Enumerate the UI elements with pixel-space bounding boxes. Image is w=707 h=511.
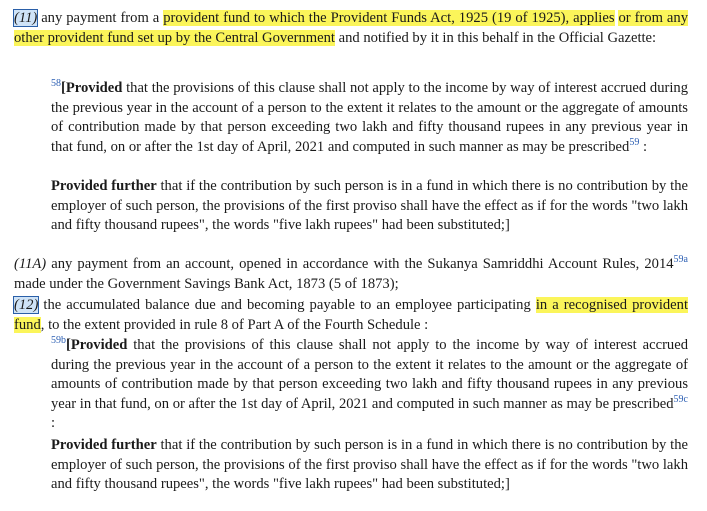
clause-11a-body: any payment from an account, opened in accordance with the Sukanya Samriddhi Account Rules, 2014: [46, 256, 674, 272]
clause-11-highlight-1: provident fund to which the Provident Funds Act, 1925 (19 of 1925), applies: [163, 10, 615, 26]
clause-11a-number: (11A): [14, 256, 47, 272]
proviso-lead: [Provided: [61, 80, 123, 96]
proviso-lead: [Provided: [66, 337, 128, 353]
clause-12: [14, 296, 688, 335]
footnote-ref-59a[interactable]: 59a: [673, 254, 688, 266]
clause-11a-text: [14, 255, 688, 294]
clause-11a: [14, 255, 688, 294]
clause-11-pre: any payment from a: [41, 10, 164, 26]
clause-12-pre: the accumulated balance due and becoming payable to an employee participating: [38, 297, 536, 313]
proviso-body: that the provisions of this clause shall not apply to the income by way of interest accrued during the previous year in the account of a person to the extent it relates to the amount or the aggregate of amounts of contribution made by that person exceeding two lakh and fifty thousand rupees in any previous year in that fund, on or after the 1st day of April, 2021 and computed in such manner as may be prescribed: [51, 80, 688, 155]
clause-12-highlight-1: in a recognised provident fund: [14, 297, 688, 333]
clause-11-highlight-2: or from any other provident fund set up by the Central Government: [14, 10, 688, 46]
footnote-ref-59b[interactable]: 59b: [51, 335, 66, 347]
footnote-ref-59[interactable]: 59: [629, 136, 640, 148]
proviso-further-body: that if the contribution by such person is in a fund in which there is no contribution by the employer of such person, the provisions of the first proviso shall have the effect as if for the words "two lakh and fifty thousand rupees", the words "five lakh rupees" had been substituted;]: [51, 178, 688, 233]
clause-12-proviso-1: [51, 336, 688, 434]
clause-11: [14, 9, 688, 48]
clause-12-post: , to the extent provided in rule 8 of Part A of the Fourth Schedule :: [40, 316, 429, 333]
proviso-further-lead: Provided further: [51, 437, 157, 453]
clause-11-proviso-1: [51, 79, 688, 157]
clause-11-proviso-1-text: [51, 79, 688, 157]
clause-12-proviso-2: [51, 436, 688, 495]
proviso-body: that the provisions of this clause shall not apply to the income by way of interest accrued during the previous year in the account of a person to the extent it relates to the amount or the aggregate of amounts of contribution made by that person exceeding two lakh and fifty thousand rupees in any previous year in that fund, on or after the 1st day of April, 2021 and computed in such manner as may be prescribed: [51, 337, 688, 412]
clause-11-number: (11): [14, 10, 38, 26]
clause-11-proviso-2: [51, 177, 688, 236]
proviso-further-body: that if the contribution by such person is in a fund in which there is no contribution by the employer of such person, the provisions of the first proviso shall have the effect as if for the words "two lakh and fifty thousand rupees", the words "five lakh rupees" had been substituted;]: [51, 437, 688, 492]
proviso-end: :: [51, 415, 56, 431]
clause-11a-post: made under the Government Savings Bank Act, 1873 (5 of 1873);: [14, 275, 399, 292]
clause-12-proviso-1-text: [51, 336, 688, 434]
clause-12-text: [14, 296, 688, 335]
clause-11-proviso-2-text: [51, 177, 688, 236]
proviso-further-lead: Provided further: [51, 178, 157, 194]
clause-12-number: (12): [14, 297, 39, 313]
footnote-ref-58[interactable]: 58: [51, 78, 61, 90]
clause-11-post: and notified by it in this behalf in the Official Gazette:: [334, 29, 657, 46]
clause-11-text: [14, 9, 688, 48]
clause-12-proviso-2-text: [51, 436, 688, 495]
footnote-ref-59c[interactable]: 59c: [673, 393, 688, 405]
proviso-end: :: [639, 138, 648, 155]
